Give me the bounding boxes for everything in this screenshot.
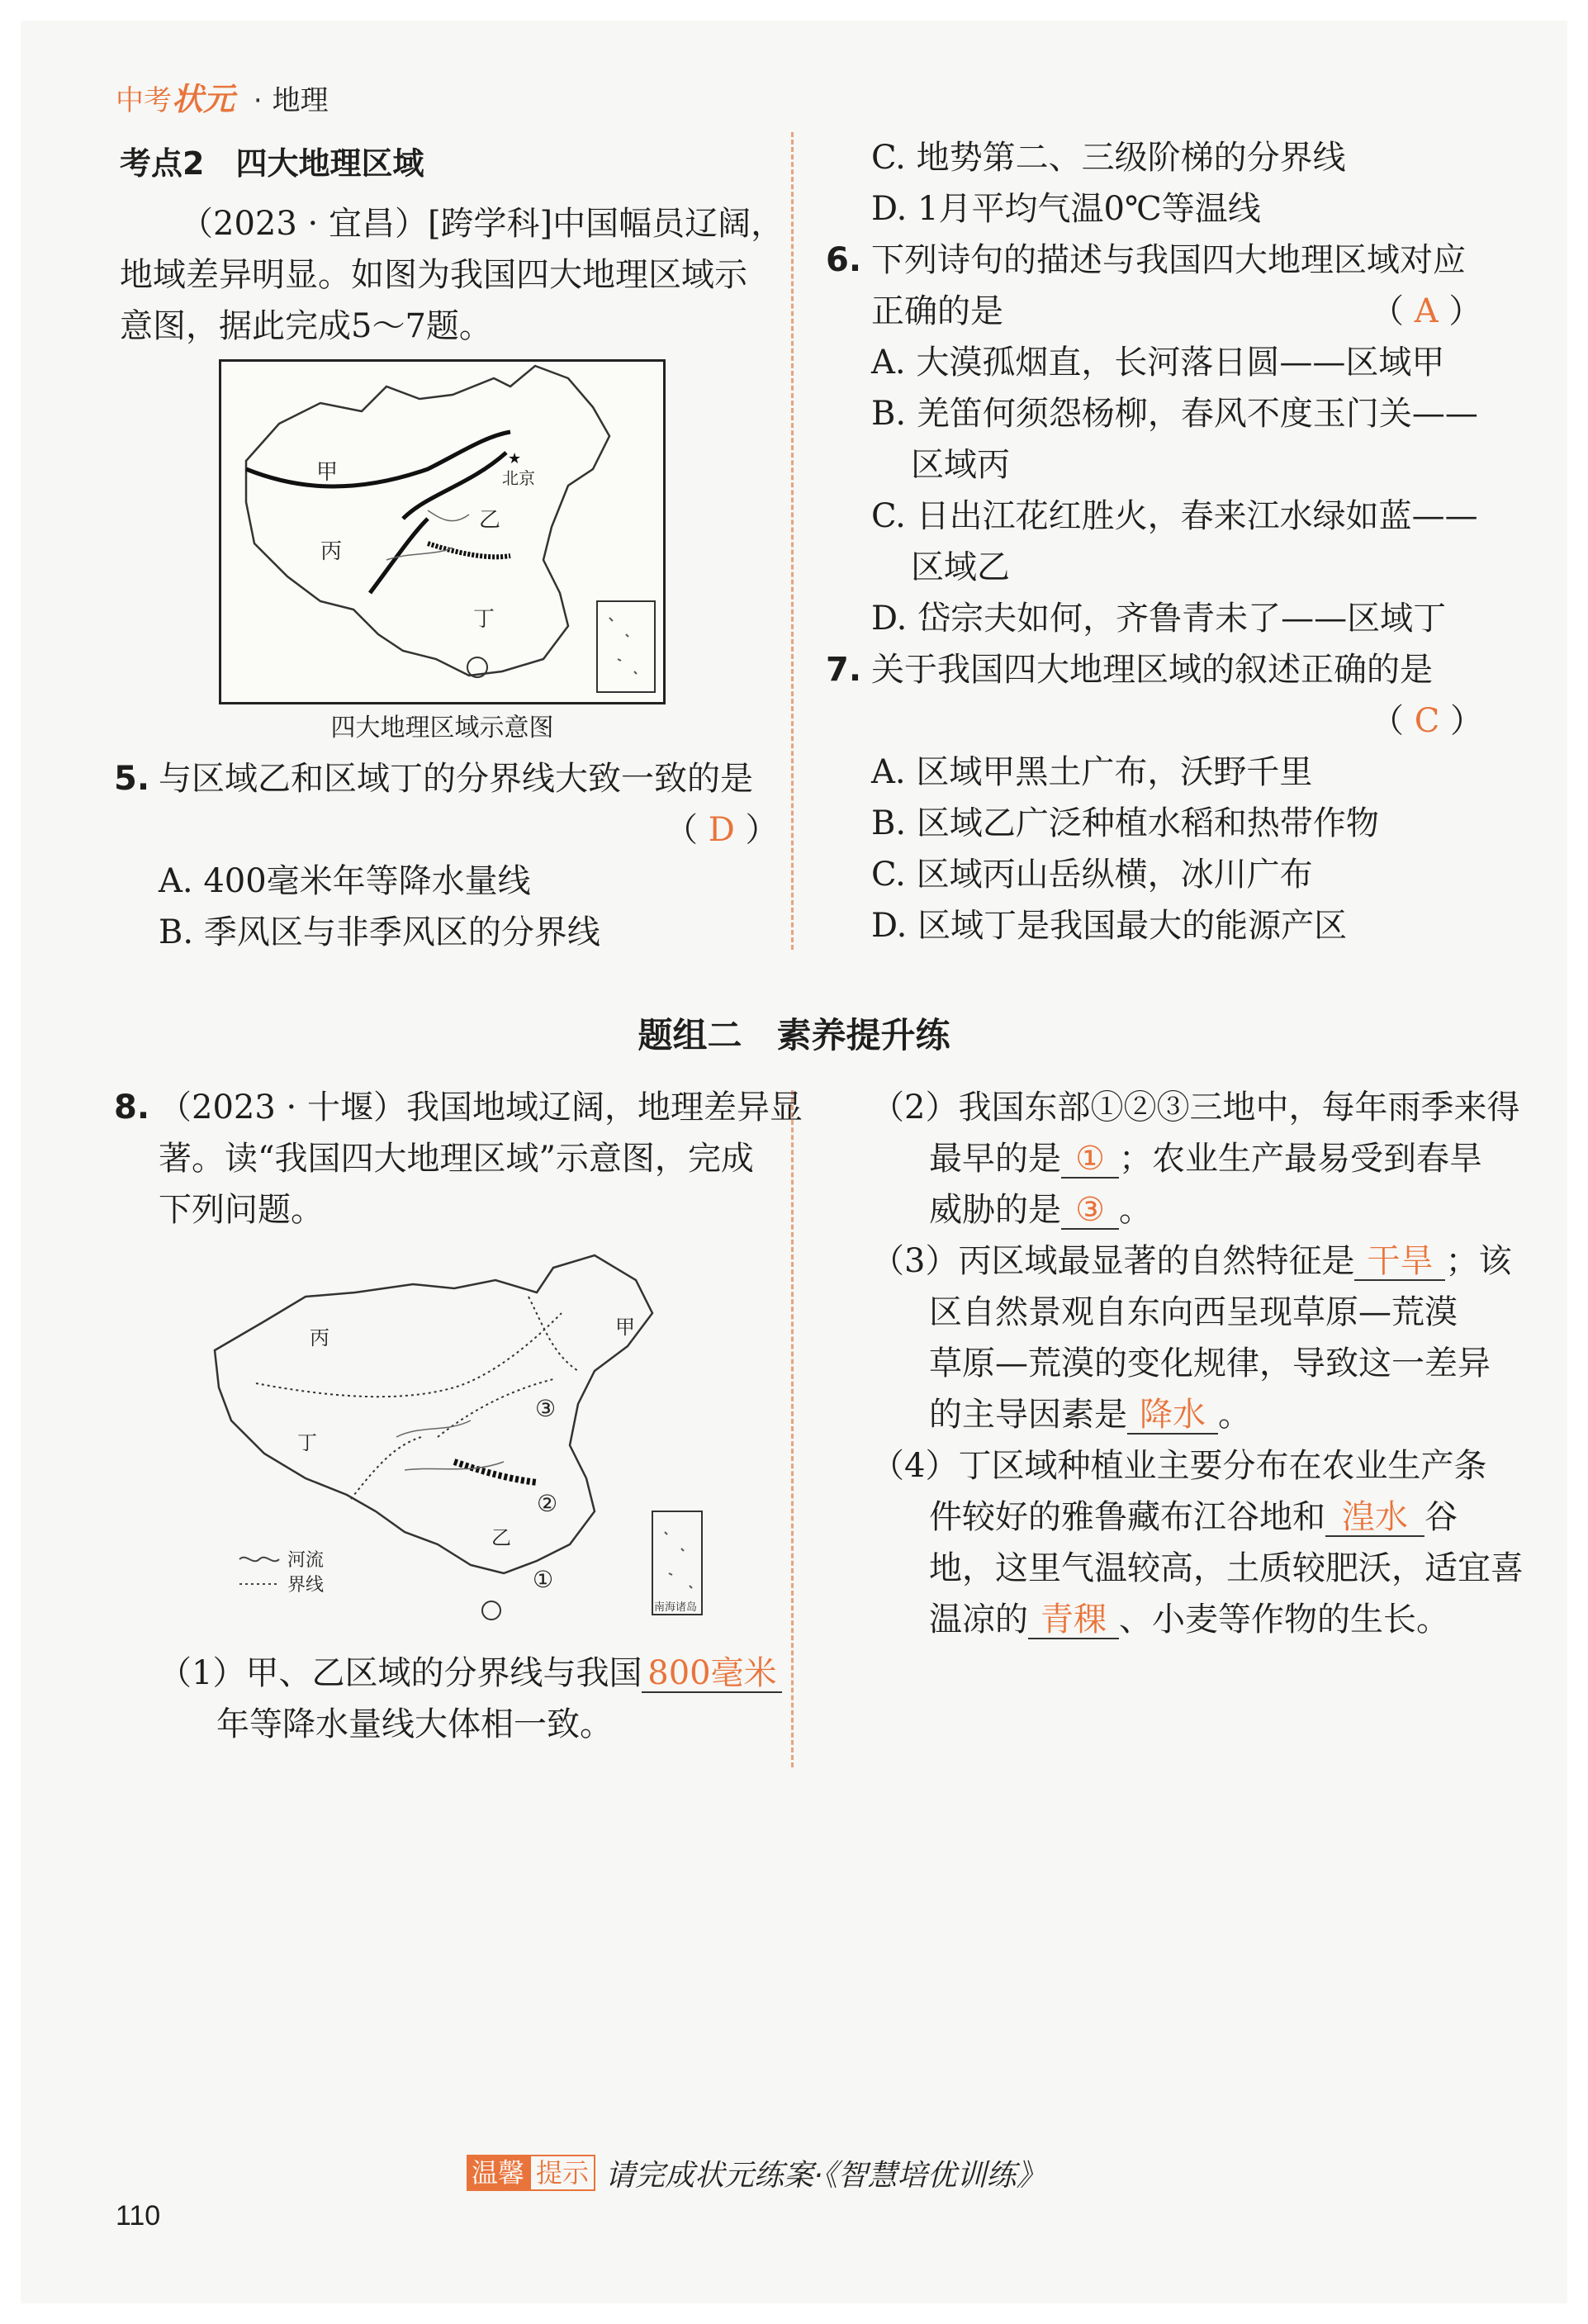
q8-hainan — [482, 1601, 500, 1620]
boundary-tibet-south — [370, 519, 428, 593]
q8-part4-text-f: 、小麦等作物的生长。 — [1119, 1601, 1449, 1639]
q8-rivers — [396, 1420, 504, 1470]
q7-option-c: C. 区域丙山岳纵横，冰川广布 — [871, 856, 1313, 894]
q8-boundary-tibet — [351, 1437, 421, 1499]
q8-part3-line1 — [871, 1236, 1511, 1287]
q8-part3-answer1: 干旱 — [1354, 1243, 1445, 1281]
q5-option-c: C. 地势第二、三级阶梯的分界线 — [871, 139, 1346, 177]
q8-part3-text-b: ；该 — [1445, 1242, 1512, 1280]
q8-point-1: ① — [533, 1566, 554, 1593]
q8-boundary-jia-bing — [256, 1313, 562, 1397]
map1-inset-islands — [609, 618, 637, 674]
q7-stem: 关于我国四大地理区域的叙述正确的是 — [871, 651, 1433, 689]
brand-zhuangyuan: 状元 — [172, 81, 235, 117]
q8-part2-text-b: 最早的是 — [929, 1140, 1061, 1178]
q7-option-b: B. 区域乙广泛种植水稻和热带作物 — [871, 804, 1379, 842]
intro-line3: 意图，据此完成5～7题。 — [120, 307, 492, 345]
q8-part4-text-e: 温凉的 — [929, 1601, 1028, 1639]
q8-label-bing: 丙 — [310, 1326, 329, 1349]
q8-part2-text-e: 。 — [1119, 1191, 1152, 1229]
q6-option-c-line2: 区域乙 — [911, 548, 1010, 586]
regions-map — [219, 359, 666, 704]
q8-part3-line2: 区自然景观自东向西呈现草原—荒漠 — [929, 1293, 1458, 1331]
q8-china-outline — [215, 1255, 652, 1573]
group2-title: 题组二 素养提升练 — [638, 1015, 950, 1055]
q8-label-yi: 乙 — [491, 1526, 511, 1549]
star-icon: ★ — [508, 450, 522, 467]
q6-option-b-line2: 区域丙 — [911, 446, 1010, 484]
map1-label-ding: 丁 — [473, 607, 495, 632]
footer-tag-tip: 提示 — [529, 2155, 595, 2191]
q8-point-3: ③ — [535, 1395, 557, 1422]
q8-part2-line3 — [929, 1184, 1152, 1236]
map1-label-beijing: 北京 — [502, 468, 535, 488]
q8-intro-line1: （2023 · 十堰）我国地域辽阔，地理差异显 — [159, 1088, 803, 1126]
q8-part4-line3: 地，这里气温较高，土质较肥沃，适宜喜 — [929, 1549, 1524, 1587]
q8-part4-line2 — [929, 1492, 1458, 1543]
q7-option-d: D. 区域丁是我国最大的能源产区 — [871, 907, 1348, 945]
q7-answer-bracket: （ C ） — [1371, 702, 1484, 740]
q8-part4-answer1: 湟水 — [1325, 1499, 1424, 1537]
legend-river-icon — [239, 1558, 279, 1562]
q8-part1-line1 — [159, 1648, 782, 1699]
q5-number: 5. — [114, 760, 150, 798]
q6-answer-bracket: （ A ） — [1371, 292, 1482, 330]
q8-part4-text-c: 谷 — [1424, 1498, 1458, 1536]
q6-answer: A — [1414, 292, 1439, 330]
q5-option-d: D. 1月平均气温0℃等温线 — [871, 190, 1261, 228]
q8-part2-answer1: ① — [1061, 1141, 1119, 1179]
page-number: 110 — [116, 2200, 161, 2232]
q8-inset-frame — [652, 1511, 702, 1615]
q8-part4-answer2: 青稞 — [1028, 1601, 1119, 1639]
q8-point-2: ② — [537, 1490, 558, 1517]
header-subject: 地理 — [272, 84, 329, 117]
map1-inset-frame — [597, 601, 655, 692]
map1-label-yi: 乙 — [479, 508, 501, 533]
q8-part4-text-b: 件较好的雅鲁藏布江谷地和 — [929, 1498, 1325, 1536]
q7-number: 7. — [826, 651, 862, 689]
q8-intro-line2: 著。读“我国四大地理区域”示意图，完成 — [159, 1140, 754, 1178]
q8-part1-line2: 年等降水量线大体相一致。 — [216, 1705, 613, 1743]
regions-map-svg — [221, 362, 663, 702]
q8-part3-text-e: 的主导因素是 — [929, 1396, 1127, 1434]
q5-answer: D — [708, 811, 735, 849]
intro-line2: 地域差异明显。如图为我国四大地理区域示 — [120, 256, 747, 294]
q8-part3-text-f: 。 — [1218, 1396, 1251, 1434]
q6-stem-line2: 正确的是 — [871, 292, 1003, 330]
q6-stem-line1: 下列诗句的描述与我国四大地理区域对应 — [871, 241, 1466, 279]
column-divider-bottom — [791, 1090, 794, 1767]
q8-part4-line4 — [929, 1594, 1449, 1645]
brand-zhongkao: 中考 — [116, 84, 172, 117]
map1-caption: 四大地理区域示意图 — [330, 714, 554, 742]
header — [116, 78, 329, 121]
q8-part2-text-c: ；农业生产最易受到春旱 — [1119, 1140, 1482, 1178]
q5-option-b: B. 季风区与非季风区的分界线 — [159, 913, 600, 951]
intro-line1: （2023 · 宜昌）[跨学科]中国幅员辽阔， — [180, 205, 785, 243]
q8-inset-label: 南海诸岛 — [654, 1601, 698, 1614]
q6-option-d: D. 岱宗夫如何，齐鲁青未了——区域丁 — [871, 600, 1447, 638]
header-dot: · — [253, 84, 263, 117]
q8-part3-text-a: （3）丙区域最显著的自然特征是 — [871, 1242, 1355, 1280]
q8-label-jia: 甲 — [615, 1316, 635, 1339]
q8-inset-islands — [665, 1532, 692, 1588]
q7-option-a: A. 区域甲黑土广布，沃野千里 — [871, 753, 1313, 791]
column-divider-top — [791, 132, 794, 950]
q8-part3-line3: 草原—荒漠的变化规律，导致这一差异 — [929, 1345, 1491, 1383]
q5-option-a: A. 400毫米年等降水量线 — [159, 862, 531, 900]
legend-river-label: 河流 — [287, 1550, 325, 1571]
q8-part2-text-d: 威胁的是 — [929, 1191, 1061, 1229]
q8-label-ding: 丁 — [297, 1431, 317, 1454]
q8-part3-answer2: 降水 — [1127, 1397, 1218, 1435]
footer-tag-warm: 温馨 — [467, 2155, 529, 2191]
q7-answer: C — [1414, 702, 1440, 740]
q8-intro-line3: 下列问题。 — [159, 1191, 324, 1229]
q8-part2-line1: （2）我国东部①②③三地中，每年雨季来得 — [871, 1088, 1520, 1126]
q5-answer-bracket: （ D ） — [665, 811, 779, 849]
q8-part3-line4 — [929, 1389, 1251, 1440]
section-title: 考点2 四大地理区域 — [120, 145, 424, 182]
map1-label-bing: 丙 — [320, 539, 343, 564]
q5-stem: 与区域乙和区域丁的分界线大致一致的是 — [159, 760, 753, 798]
q8-part1-answer: 800毫米 — [642, 1655, 782, 1693]
q8-part2-answer2: ③ — [1061, 1192, 1119, 1230]
boundary-qinling — [428, 543, 510, 557]
footer-text: 请完成状元练案·《智慧培优训练》 — [605, 2158, 1046, 2193]
q8-map-svg — [206, 1247, 735, 1635]
map1-label-jia: 甲 — [316, 460, 339, 485]
q6-number: 6. — [826, 241, 862, 279]
q6-option-c-line1: C. 日出江花红胜火，春来江水绿如蓝—— — [871, 497, 1478, 535]
legend-boundary-label: 界线 — [287, 1575, 325, 1596]
q8-number: 8. — [114, 1088, 150, 1126]
q6-option-a: A. 大漠孤烟直，长河落日圆——区域甲 — [871, 344, 1445, 382]
q6-option-b-line1: B. 羌笛何须怨杨柳，春风不度玉门关—— — [871, 395, 1478, 433]
q8-part1-text-a: （1）甲、乙区域的分界线与我国 — [159, 1654, 642, 1692]
q8-part4-line1: （4）丁区域种植业主要分布在农业生产条 — [871, 1447, 1487, 1485]
q8-map — [206, 1247, 735, 1635]
footer-tip — [467, 2152, 1045, 2194]
q8-boundary-northeast — [529, 1297, 578, 1371]
q8-part2-line2 — [929, 1133, 1482, 1184]
